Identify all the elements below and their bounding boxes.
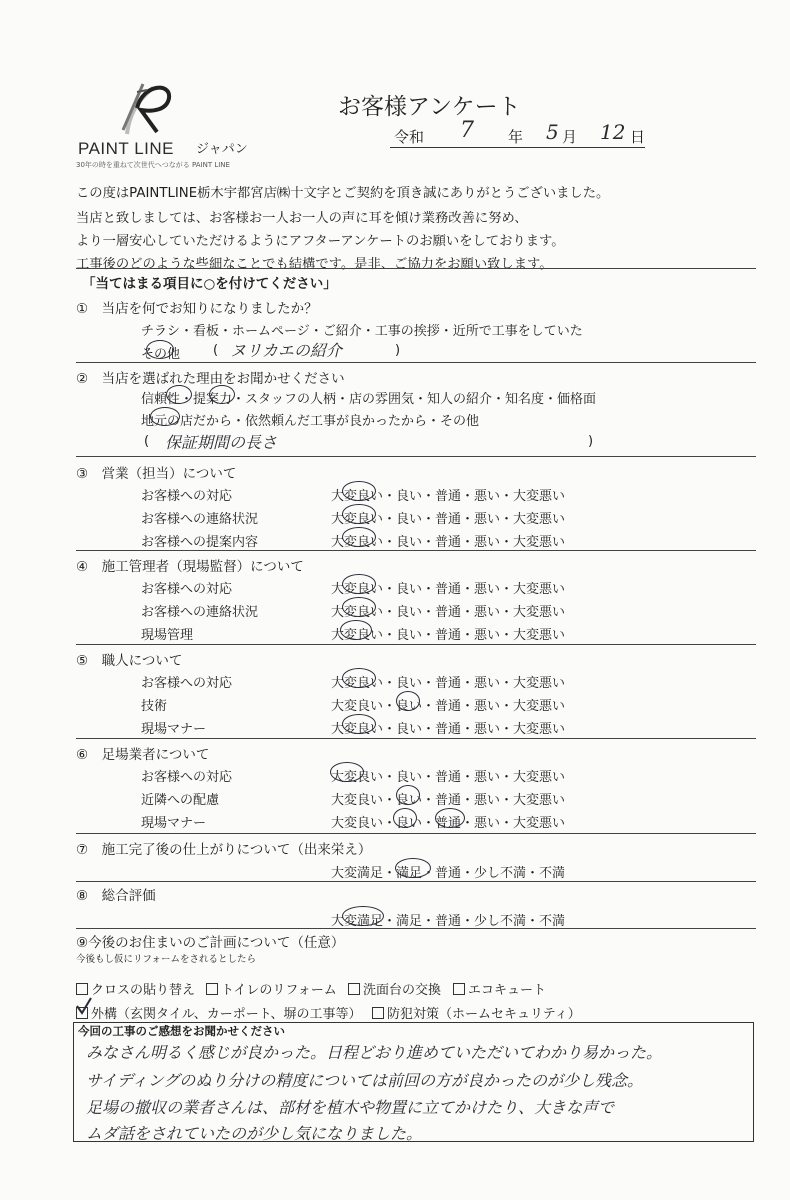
date-year-label: 年 bbox=[508, 128, 524, 146]
divider bbox=[76, 362, 756, 363]
question-4-scale-1: 大変良い・良い・普通・悪い・大変悪い bbox=[331, 582, 566, 597]
question-3-scale-2: 大変良い・良い・普通・悪い・大変悪い bbox=[331, 512, 566, 527]
answer-circle bbox=[150, 407, 180, 426]
option-exterior bbox=[76, 1003, 362, 1022]
instruction-heading: 「当てはまる項目に○を付けてください」 bbox=[82, 276, 337, 292]
divider bbox=[76, 881, 756, 882]
question-3-item-1: お客様への対応 bbox=[141, 489, 233, 504]
checkbox-label: エコキュート bbox=[468, 983, 547, 998]
question-6-heading: ⑥ 足場業者について bbox=[76, 747, 210, 763]
answer-circle bbox=[342, 504, 376, 524]
question-4-item-2: お客様への連絡状況 bbox=[141, 605, 259, 620]
question-2-heading: ② 当店を選ばれた理由をお聞かせください bbox=[76, 371, 345, 387]
checkbox[interactable] bbox=[453, 983, 465, 995]
answer-circle bbox=[342, 668, 376, 688]
date-day-label: 日 bbox=[630, 128, 646, 146]
checkbox-label: 防犯対策（ホームセキュリティ） bbox=[387, 1007, 581, 1022]
question-3-item-2: お客様への連絡状況 bbox=[141, 512, 259, 527]
question-5-item-2: 技術 bbox=[141, 699, 168, 714]
question-2-close-paren: ) bbox=[588, 434, 594, 449]
divider bbox=[76, 550, 756, 551]
divider bbox=[76, 928, 756, 929]
question-1-close-paren: ) bbox=[395, 343, 401, 358]
question-2-open-paren: ( bbox=[144, 434, 150, 449]
question-3-heading: ③ 営業（担当）について bbox=[76, 466, 237, 482]
answer-circle bbox=[209, 385, 235, 404]
check-mark-icon bbox=[74, 996, 94, 1016]
option-security bbox=[372, 1003, 581, 1022]
question-3-scale-3: 大変良い・良い・普通・悪い・大変悪い bbox=[331, 535, 566, 550]
answer-circle bbox=[435, 808, 465, 828]
question-5-item-3: 現場マナー bbox=[141, 722, 207, 737]
checkbox-label: 洗面台の交換 bbox=[363, 983, 442, 998]
question-6-item-2: 近隣への配慮 bbox=[141, 793, 220, 808]
question-3-scale-1: 大変良い・良い・普通・悪い・大変悪い bbox=[331, 489, 566, 504]
comment-line-2: サイディングのぬり分けの精度については前回の方が良かったのが少し残念。 bbox=[86, 1071, 643, 1090]
option-ecocute bbox=[453, 979, 546, 998]
checkbox[interactable] bbox=[372, 1007, 384, 1019]
checkbox-label: クロスの貼り替え bbox=[91, 983, 196, 998]
question-6-scale-3: 大変良い・良い・普通・悪い・大変悪い bbox=[331, 816, 566, 831]
answer-circle bbox=[342, 714, 376, 734]
option-toilet-reform bbox=[206, 979, 337, 998]
intro-line-3: より一層安心していただけるようにアフターアンケートのお願いをしております。 bbox=[76, 234, 565, 249]
answer-circle bbox=[166, 385, 192, 404]
checkbox[interactable] bbox=[348, 983, 360, 995]
divider bbox=[76, 456, 756, 457]
checkbox-label: トイレのリフォーム bbox=[221, 983, 337, 998]
date-month-value: 5 bbox=[546, 120, 559, 144]
question-4-scale-3: 大変良い・良い・普通・悪い・大変悪い bbox=[331, 628, 566, 643]
question-5-item-1: お客様への対応 bbox=[141, 676, 233, 691]
answer-circle bbox=[342, 906, 384, 926]
question-1-options: チラシ・看板・ホームページ・ご紹介・工事の挨拶・近所で工事をしていた bbox=[141, 324, 583, 339]
date-day-value: 12 bbox=[600, 120, 626, 144]
question-8-heading: ⑧ 総合評価 bbox=[76, 888, 156, 904]
divider bbox=[76, 268, 756, 269]
date-era-label: 令和 bbox=[394, 128, 425, 146]
question-1-heading: ① 当店を何でお知りになりましたか？ bbox=[76, 301, 318, 317]
question-4-scale-2: 大変良い・良い・普通・悪い・大変悪い bbox=[331, 605, 566, 620]
intro-line-4: 工事後のどのような些細なことでも結構です。是非、ご協力をお願い致します。 bbox=[76, 257, 553, 272]
question-7-scale: 大変満足・満足・普通・少し不満・不満 bbox=[331, 866, 566, 881]
answer-circle bbox=[330, 762, 364, 782]
intro-line-1: この度はPAINTLINE栃木宇都宮店㈱十文字とご契約を頂き誠にありがとうございました。 bbox=[76, 186, 610, 201]
answer-circle bbox=[396, 691, 420, 711]
question-8-scale: 大変満足・満足・普通・少し不満・不満 bbox=[331, 914, 566, 929]
question-1-open-paren: ( bbox=[213, 343, 219, 358]
company-logo-mark bbox=[113, 78, 177, 140]
question-2-options-line-1: 信頼性・提案力・スタッフの人柄・店の雰囲気・知人の紹介・知名度・価格面 bbox=[141, 392, 597, 407]
checkbox-label: 外構（玄関タイル、カーポート、塀の工事等） bbox=[91, 1007, 362, 1022]
question-7-heading: ⑦ 施工完了後の仕上がりについて（出来栄え） bbox=[76, 842, 372, 858]
question-6-scale-2: 大変良い・良い・普通・悪い・大変悪い bbox=[331, 793, 566, 808]
question-1-answer: ヌリカエの紹介 bbox=[230, 341, 342, 360]
question-5-scale-2: 大変良い・良い・普通・悪い・大変悪い bbox=[331, 699, 566, 714]
question-2-answer: 保証期間の長さ bbox=[165, 433, 278, 452]
question-9-heading: ⑨今後のお住まいのご計画について（任意） bbox=[76, 935, 345, 951]
question-5-scale-3: 大変良い・良い・普通・悪い・大変悪い bbox=[331, 722, 566, 737]
date-month-label: 月 bbox=[562, 128, 578, 146]
intro-line-2: 当店と致しましては、お客様お一人お一人の声に耳を傾け業務改善に努め、 bbox=[76, 211, 528, 226]
company-logo-text: PAINT LINE bbox=[78, 139, 175, 158]
comment-line-3: 足場の撤収の業者さんは、部材を植木や物置に立てかけたり、大きな声で bbox=[86, 1098, 615, 1117]
answer-circle bbox=[342, 597, 376, 617]
divider bbox=[76, 833, 756, 834]
answer-circle bbox=[342, 527, 376, 547]
option-washbasin bbox=[348, 979, 441, 998]
answer-circle bbox=[342, 574, 376, 594]
question-6-item-1: お客様への対応 bbox=[141, 770, 233, 785]
checkbox[interactable] bbox=[206, 983, 218, 995]
comment-line-4: ムダ話をされていたのが少し気になりました。 bbox=[86, 1124, 423, 1143]
checkbox[interactable] bbox=[76, 983, 88, 995]
question-6-item-3: 現場マナー bbox=[141, 816, 207, 831]
divider bbox=[76, 738, 756, 739]
question-6-scale-1: 大変良い・良い・普通・悪い・大変悪い bbox=[331, 770, 566, 785]
date-underline bbox=[390, 147, 645, 148]
question-5-heading: ⑤ 職人について bbox=[76, 653, 183, 669]
question-1-other-label: その他 bbox=[141, 347, 181, 362]
page-title: お客様アンケート bbox=[338, 94, 521, 120]
answer-circle bbox=[146, 340, 174, 359]
answer-circle bbox=[393, 808, 417, 828]
question-4-item-1: お客様への対応 bbox=[141, 582, 233, 597]
question-5-scale-1: 大変良い・良い・普通・悪い・大変悪い bbox=[331, 676, 566, 691]
divider bbox=[76, 644, 756, 645]
question-4-item-3: 現場管理 bbox=[141, 628, 194, 643]
question-3-item-3: お客様への提案内容 bbox=[141, 535, 259, 550]
comment-heading: 今回の工事のご感想をお聞かせください bbox=[78, 1024, 285, 1038]
company-logo-kana: ジャパン bbox=[196, 142, 248, 157]
date-year-value: 7 bbox=[460, 118, 474, 143]
answer-circle bbox=[396, 785, 420, 805]
answer-circle bbox=[395, 858, 431, 878]
question-9-subheading: 今後もし仮にリフォームをされるとしたら bbox=[76, 954, 257, 965]
company-tagline: 30年の時を重ねて次世代へつながる PAINT LINE bbox=[76, 161, 230, 169]
question-4-heading: ④ 施工管理者（現場監督）について bbox=[76, 559, 304, 575]
answer-circle bbox=[342, 481, 376, 501]
comment-line-1: みなさん明るく感じが良かった。日程どおり進めていただいてわかり易かった。 bbox=[86, 1043, 663, 1062]
answer-circle bbox=[340, 620, 372, 640]
question-2-options-line-2: 地元の店だから・依然頼んだ工事が良かったから・その他 bbox=[141, 414, 480, 429]
